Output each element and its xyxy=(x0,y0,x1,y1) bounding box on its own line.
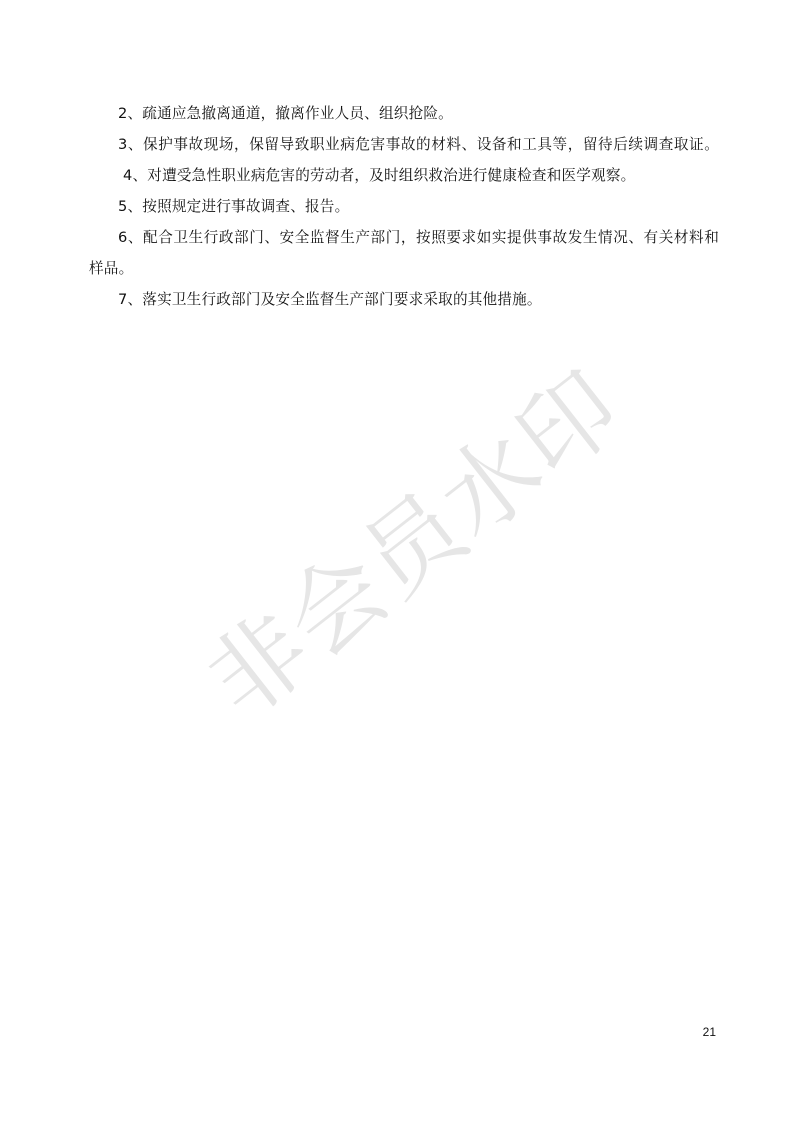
paragraph-text: 2、疏通应急撤离通道，撤离作业人员、组织抢险。 xyxy=(118,105,453,122)
paragraph-text: 7、落实卫生行政部门及安全监督生产部门要求采取的其他措施。 xyxy=(118,291,542,308)
paragraph-item-3 xyxy=(89,129,719,191)
paragraph-text: 3、保护事故现场，保留导致职业病危害事故的材料、设备和工具等，留待后续调查取证。 xyxy=(118,136,719,153)
paragraph-text: 6、配合卫生行政部门、安全监督生产部门，按照要求如实提供事故发生情况、有关材料和样品。 xyxy=(89,229,719,277)
paragraph-item-2 xyxy=(89,98,719,129)
paragraph-item-7 xyxy=(89,284,719,315)
paragraph-item-6 xyxy=(89,222,719,284)
page-number: 21 xyxy=(702,1025,716,1039)
paragraph-text: 5、按照规定进行事故调查、报告。 xyxy=(118,198,350,215)
paragraph-item-5 xyxy=(89,191,719,222)
watermark: 非会员水印 xyxy=(187,349,643,740)
document-body xyxy=(89,98,719,315)
paragraph-inline-item-4: 4、对遭受急性职业病危害的劳动者，及时组织救治进行健康检查和医学观察。 xyxy=(123,167,636,184)
